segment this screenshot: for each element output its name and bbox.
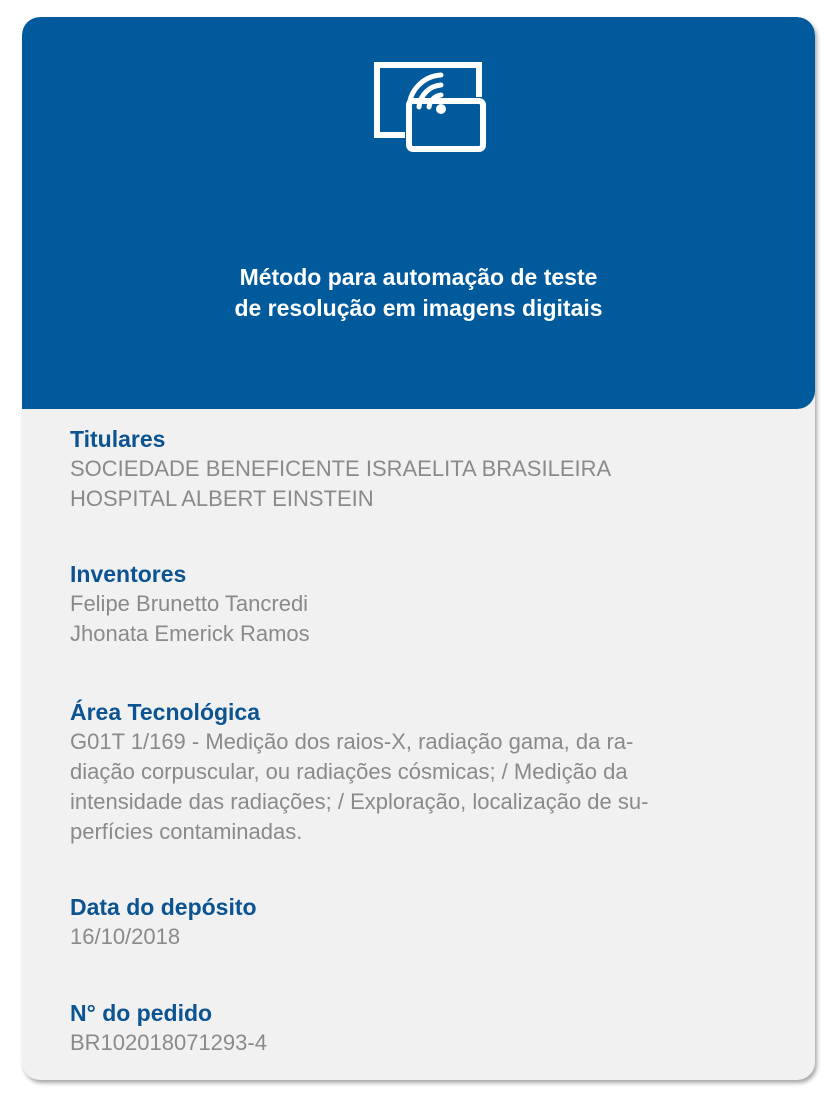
wireless-screen-icon <box>371 59 489 155</box>
section-label: Área Tecnológica <box>70 699 261 725</box>
section-label: Data do depósito <box>70 894 257 920</box>
section-value: 16/10/2018 <box>70 924 181 949</box>
section-data-deposito <box>70 892 790 952</box>
section-value <box>70 589 790 649</box>
section-numero-pedido <box>70 998 790 1058</box>
value-line: diação corpuscular, ou radiações cósmicas; / Medição da <box>70 759 628 784</box>
card-header <box>22 17 815 409</box>
value-line: HOSPITAL ALBERT EINSTEIN <box>70 486 374 511</box>
value-line: G01T 1/169 - Medição dos raios-X, radiação gama, da ra- <box>70 729 634 754</box>
section-value: BR102018071293-4 <box>70 1030 267 1055</box>
patent-card <box>22 17 815 1080</box>
value-line: Jhonata Emerick Ramos <box>70 621 310 646</box>
page-title <box>22 262 815 324</box>
section-label: Titulares <box>70 426 166 452</box>
section-inventores <box>70 559 790 649</box>
value-line: perfícies contaminadas. <box>70 819 303 844</box>
section-label: N° do pedido <box>70 1000 213 1026</box>
title-line-2: de resolução em imagens digitais <box>234 295 603 321</box>
section-value <box>70 454 790 514</box>
section-label: Inventores <box>70 561 187 587</box>
section-titulares <box>70 424 790 514</box>
section-area-tecnologica <box>70 697 790 847</box>
value-line: intensidade das radiações; / Exploração, localização de su- <box>70 789 649 814</box>
value-line: SOCIEDADE BENEFICENTE ISRAELITA BRASILEIRA <box>70 456 612 481</box>
value-line: Felipe Brunetto Tancredi <box>70 591 309 616</box>
title-line-1: Método para automação de teste <box>239 264 598 290</box>
section-value <box>70 727 790 847</box>
